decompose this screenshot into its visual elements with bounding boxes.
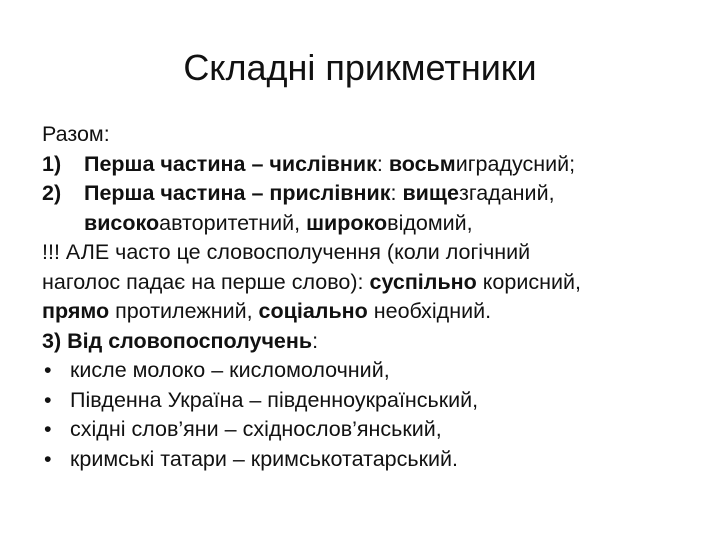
note-line-3-bold-2: соціально <box>258 299 368 323</box>
item1-colon: : <box>376 151 389 176</box>
note-line-3 <box>42 297 692 327</box>
item2-lead: Перша частина – прислівник <box>84 181 391 205</box>
item2-example2-rest: авторитетний, <box>159 210 307 235</box>
bullet-item-3 <box>42 415 692 445</box>
slide-title: Складні прикметники <box>183 47 537 88</box>
note-line-2-rest: корисний, <box>476 269 581 294</box>
bullet-item-4 <box>42 445 692 475</box>
list-number-2: 2) <box>42 181 62 205</box>
slide-body <box>42 120 692 474</box>
item3-colon: : <box>312 328 319 353</box>
item2-colon: : <box>390 181 403 205</box>
list-item-3 <box>42 327 692 357</box>
list-item-2-continued <box>42 209 692 239</box>
bullet-dot: • <box>44 446 52 471</box>
bullet-item-1 <box>42 356 692 386</box>
list-item-2 <box>42 179 692 209</box>
item2-example1-bold: вище <box>402 181 459 205</box>
item2-example3-bold: широко <box>306 210 388 235</box>
bullet-text-1: кисле молоко – кисломолочний, <box>70 358 390 382</box>
bullet-dot: • <box>44 387 52 412</box>
note-line-1: !!! АЛЕ часто це словосполучення (коли логічний <box>42 240 531 264</box>
note-line-3-text: протилежний, <box>109 299 259 323</box>
item1-example-bold: восьм <box>388 151 456 176</box>
bullet-item-2 <box>42 386 692 416</box>
note-line-2-bold: суспільно <box>369 269 477 294</box>
note-line-2-text: наголос падає на перше слово): <box>42 269 370 294</box>
item1-lead: Перша частина – числівник <box>84 151 377 176</box>
item2-example3-rest: відомий, <box>387 210 473 235</box>
note-line-2 <box>42 268 692 298</box>
note-line-3-rest: необхідний. <box>367 299 492 323</box>
bullet-text-4: кримські татари – кримськотатарський. <box>70 446 458 471</box>
bullet-text-3: східні слов’яни – східнослов’янський, <box>70 417 442 441</box>
list-item-1 <box>42 150 692 180</box>
bullet-dot: • <box>44 417 52 441</box>
item2-example1-rest: згаданий, <box>459 181 555 205</box>
intro-text: Разом: <box>42 122 110 146</box>
note-line-3-bold-1: прямо <box>42 299 110 323</box>
item2-example2-bold: високо <box>84 210 160 235</box>
item1-example-rest: иградусний; <box>455 151 576 176</box>
bullet-dot: • <box>44 358 52 382</box>
bullet-text-2: Південна Україна – південноукраїнський, <box>70 387 479 412</box>
list-number-1: 1) <box>42 151 62 176</box>
item3-label: 3) Від словопосполучень <box>42 328 313 353</box>
